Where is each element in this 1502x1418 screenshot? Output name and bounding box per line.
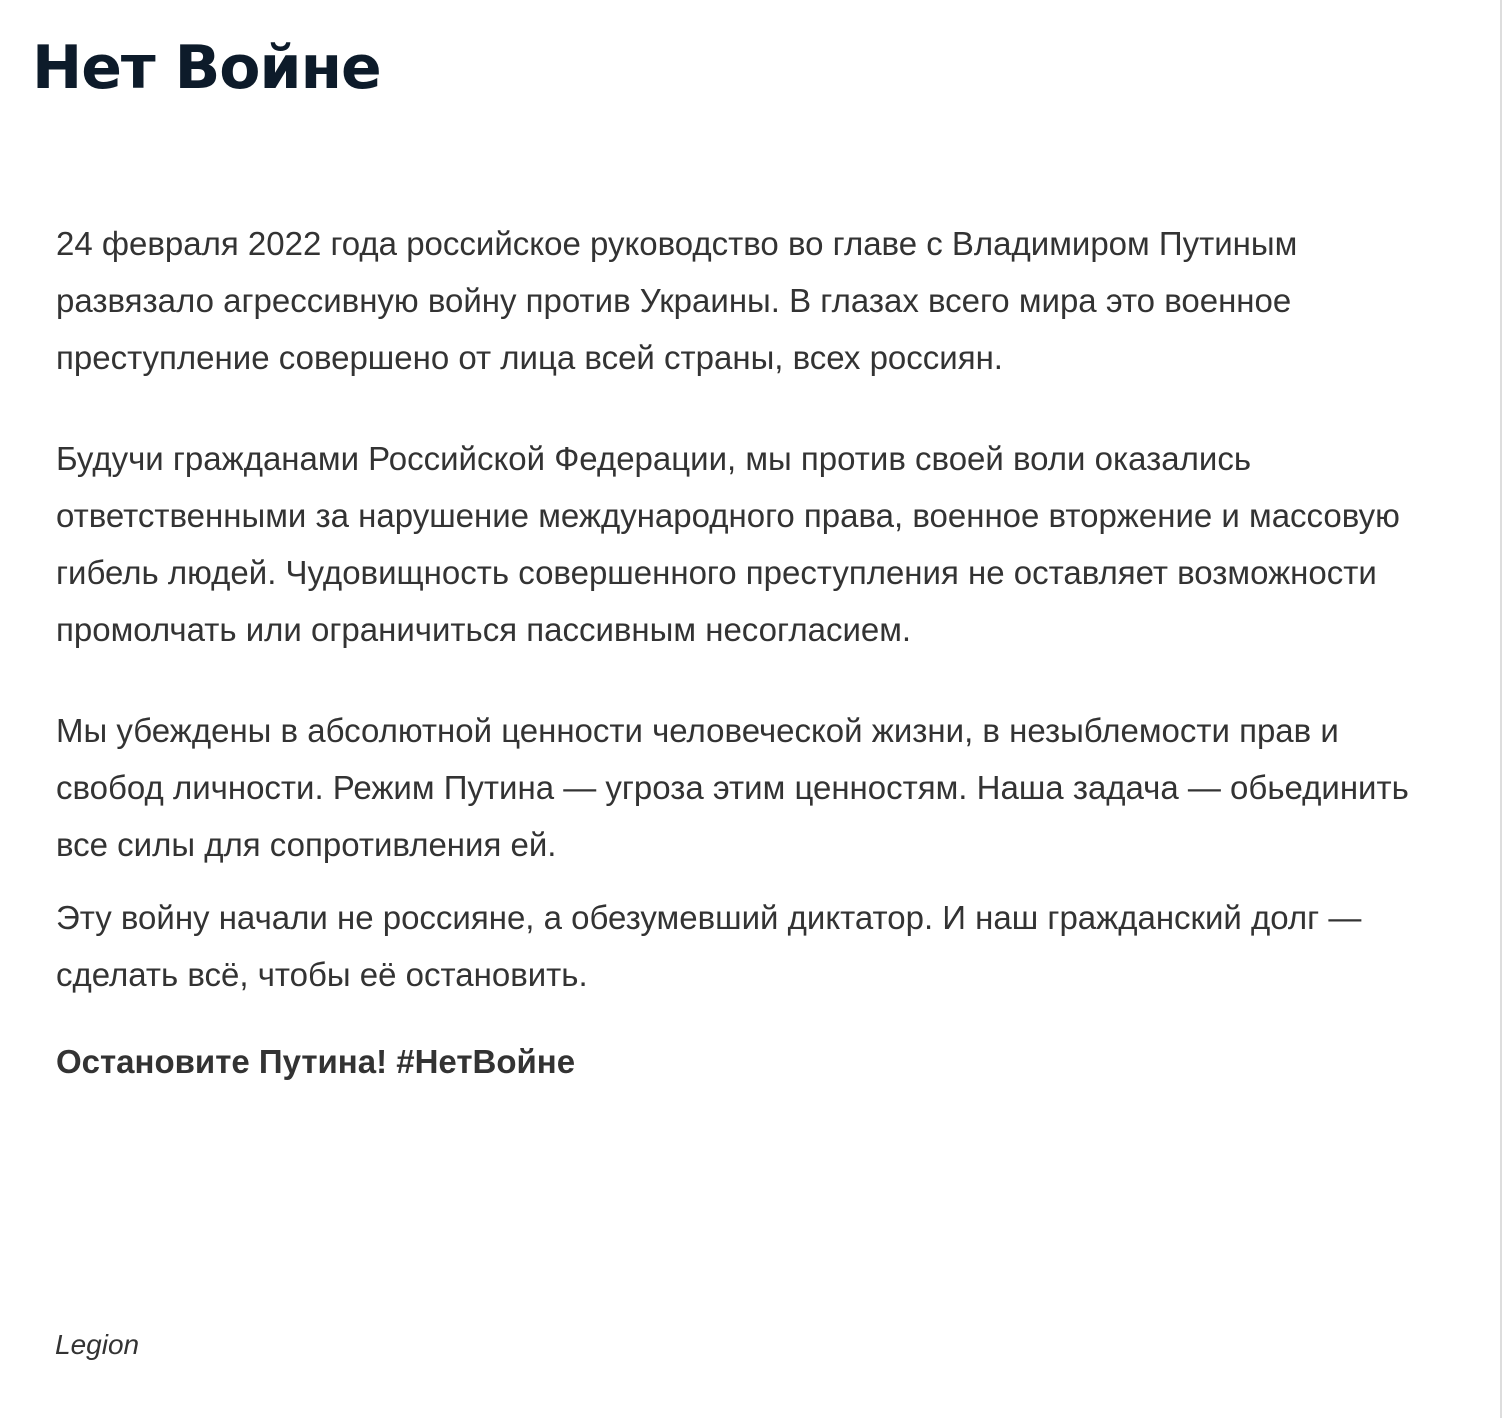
- page-title: Нет Войне: [32, 33, 381, 103]
- article-body: [56, 215, 1446, 1090]
- paragraph-3: Мы убеждены в абсолютной ценности человеческой жизни, в незыблемости прав и свобод личности. Режим Путина — угроза этим ценностям. Наша задача — обьединить все силы для сопротивления ей.: [56, 712, 1409, 863]
- slogan: Остановите Путина! #НетВойне: [56, 1043, 576, 1080]
- paragraph-4: Эту войну начали не россияне, а обезумевший диктатор. И наш гражданский долг — сделать всё, чтобы её остановить.: [56, 899, 1362, 993]
- signature: Legion: [55, 1329, 140, 1360]
- paragraph-1: 24 февраля 2022 года российское руководство во главе с Владимиром Путиным развязало агрессивную войну против Украины. В глазах всего мира это военное преступление совершено от лица всей страны, всех россиян.: [56, 225, 1298, 376]
- paragraph-2: Будучи гражданами Российской Федерации, мы против своей воли оказались ответственными за нарушение международного права, военное вторжение и массовую гибель людей. Чудовищность совершенного преступления не оставляет возможности промолчать или ограничиться пассивным несогласием.: [56, 440, 1400, 648]
